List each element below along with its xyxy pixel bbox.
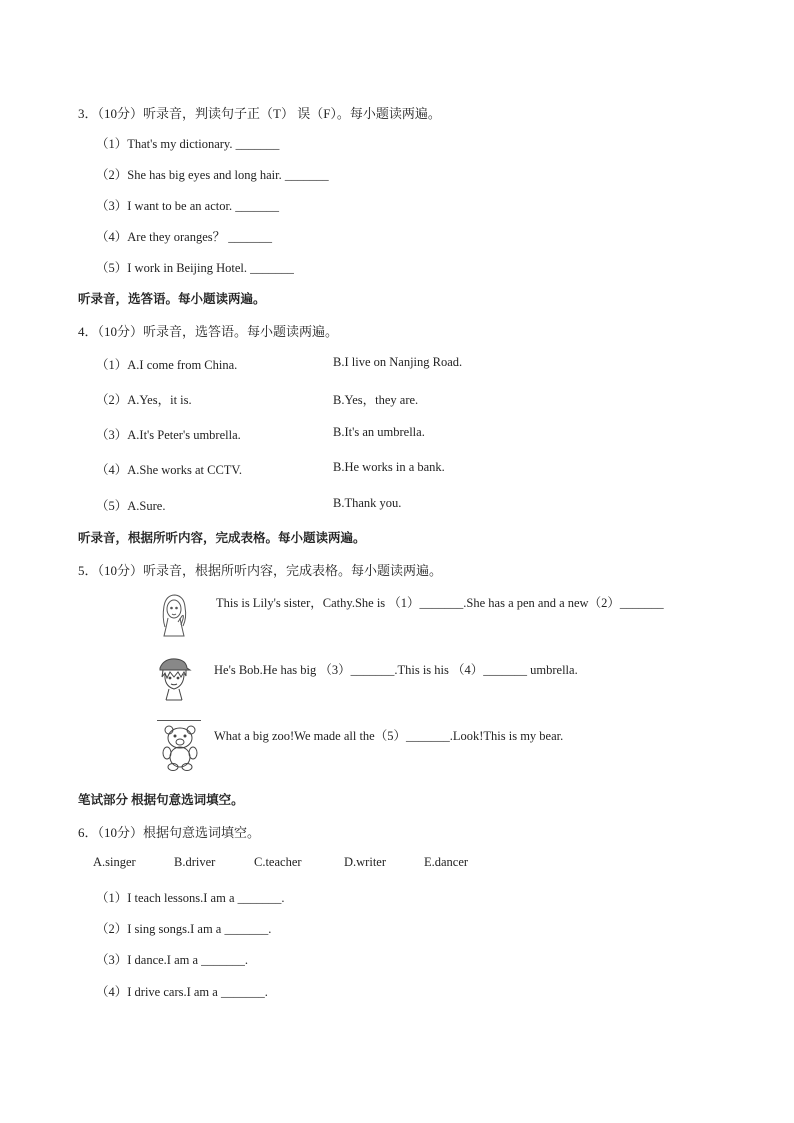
section-heading-listen-answer: 听录音，选答语。每小题读两遍。 xyxy=(78,292,266,306)
q6-item-3: （3）I dance.I am a _______. xyxy=(96,953,249,967)
q5-line-1: This is Lily's sister，Cathy.She is （1）_______.She has a pen and a new（2）_______ xyxy=(216,596,664,610)
word-option-a: A.singer xyxy=(93,855,136,869)
girl-icon xyxy=(156,592,192,638)
q4-row-2-option-a: （2）A.Yes，it is. xyxy=(96,393,192,407)
q4-row-5-option-a: （5）A.Sure. xyxy=(96,499,166,513)
q5-line-3: What a big zoo!We made all the（5）_______.Look!This is my bear. xyxy=(214,729,564,743)
section-heading-complete-table: 听录音，根据所听内容，完成表格。每小题读两遍。 xyxy=(78,531,366,545)
boy-icon xyxy=(156,656,192,702)
word-option-e: E.dancer xyxy=(424,855,469,869)
q6-item-4: （4）I drive cars.I am a _______. xyxy=(96,985,268,999)
q3-title: 3．（10分）听录音，判读句子正（T） 误（F）。每小题读两遍。 xyxy=(78,106,441,121)
q4-row-3-option-b: B.It's an umbrella. xyxy=(333,425,425,439)
q6-word-bank xyxy=(0,855,794,873)
q3-item-5: （5）I work in Beijing Hotel. _______ xyxy=(96,261,294,275)
bear-icon xyxy=(160,723,200,771)
q4-row-1-option-b: B.I live on Nanjing Road. xyxy=(333,355,463,369)
q4-row-4-option-a: （4）A.She works at CCTV. xyxy=(96,463,242,477)
table-divider xyxy=(157,720,201,721)
section-heading-written: 笔试部分 根据句意选词填空。 xyxy=(78,793,244,807)
q6-title: 6．（10分）根据句意选词填空。 xyxy=(78,825,261,840)
q6-item-2: （2）I sing songs.I am a _______. xyxy=(96,922,272,936)
q5-title: 5．（10分）听录音，根据所听内容，完成表格。每小题读两遍。 xyxy=(78,563,443,578)
q4-row-5-option-b: B.Thank you. xyxy=(333,496,402,510)
q5-line-2: He's Bob.He has big （3）_______.This is his （4）_______ umbrella. xyxy=(214,663,578,677)
word-option-b: B.driver xyxy=(174,855,216,869)
q4-row-1-option-a: （1）A.I come from China. xyxy=(96,358,238,372)
q3-item-2: （2）She has big eyes and long hair. _______ xyxy=(96,168,329,182)
q6-item-1: （1）I teach lessons.I am a _______. xyxy=(96,891,285,905)
q3-item-4: （4）Are they oranges？ _______ xyxy=(96,230,273,244)
word-option-d: D.writer xyxy=(344,855,386,869)
q3-item-1: （1）That's my dictionary. _______ xyxy=(96,137,280,151)
q4-title: 4．（10分）听录音，选答语。每小题读两遍。 xyxy=(78,324,339,339)
q4-row-2-option-b: B.Yes，they are. xyxy=(333,393,419,407)
q3-item-3: （3）I want to be an actor. _______ xyxy=(96,199,279,213)
word-option-c: C.teacher xyxy=(254,855,302,869)
q4-row-4-option-b: B.He works in a bank. xyxy=(333,460,445,474)
q4-row-3-option-a: （3）A.It's Peter's umbrella. xyxy=(96,428,241,442)
